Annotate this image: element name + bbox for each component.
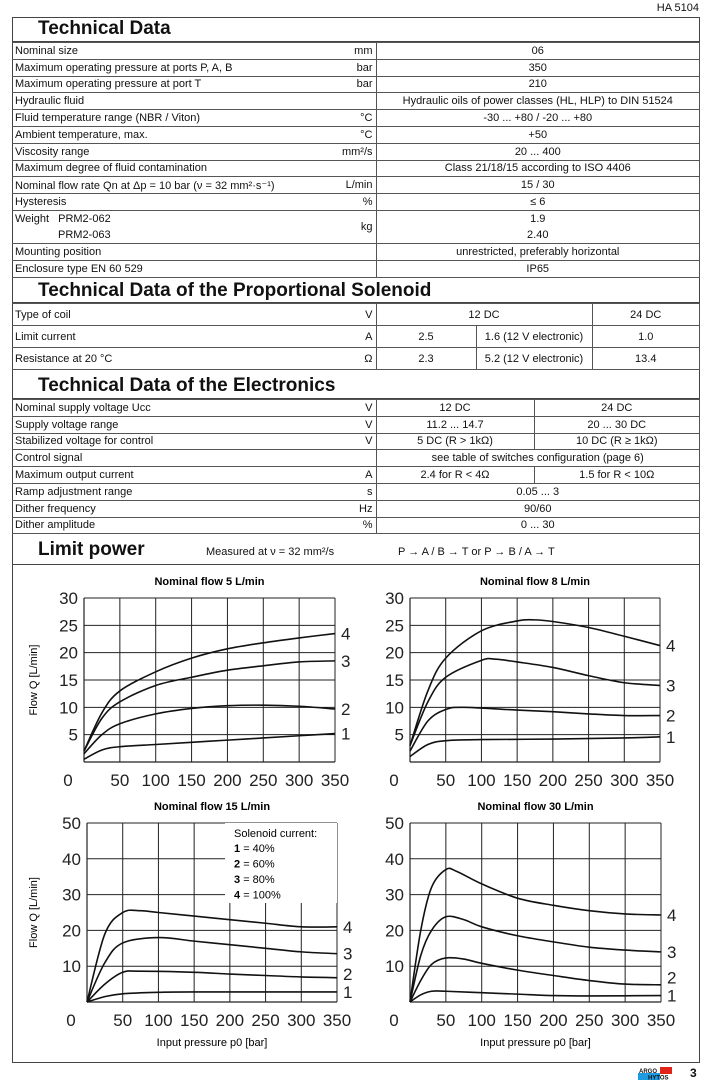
current-a: 2.5 bbox=[376, 326, 476, 348]
electronics-table bbox=[12, 399, 700, 534]
series-line-4 bbox=[84, 634, 335, 752]
x-tick-label: 250 bbox=[575, 1011, 604, 1030]
row-value-12dc: 12 DC bbox=[376, 400, 534, 417]
table-row bbox=[12, 348, 700, 370]
series-line-1 bbox=[84, 734, 335, 760]
row-unit bbox=[324, 450, 376, 467]
x-tick-label: 300 bbox=[610, 771, 639, 790]
row-unit: mm bbox=[324, 43, 376, 60]
row-value-12dc: 5 DC (R > 1kΩ) bbox=[376, 433, 534, 450]
x-tick-label: 50 bbox=[436, 771, 456, 790]
x-axis-label: Input pressure p0 [bar] bbox=[156, 1037, 268, 1049]
row-value: unrestricted, preferably horizontal bbox=[376, 243, 700, 260]
y-tick-label: 25 bbox=[385, 616, 404, 636]
row-value: ≤ 6 bbox=[376, 194, 700, 211]
series-label: 4 bbox=[667, 906, 677, 926]
y-tick-label: 30 bbox=[62, 885, 81, 905]
row-unit: V bbox=[324, 400, 376, 417]
x-tick-label: 200 bbox=[213, 771, 242, 790]
resistance-unit: Ω bbox=[324, 348, 376, 370]
table-row bbox=[12, 59, 700, 76]
table-row bbox=[12, 450, 700, 467]
resistance-label: Resistance at 20 °C bbox=[12, 348, 324, 370]
page-number: 3 bbox=[690, 1066, 697, 1080]
chart-1 bbox=[28, 576, 350, 790]
table-row bbox=[12, 500, 700, 517]
series-line-4 bbox=[87, 910, 337, 1002]
row-unit bbox=[324, 260, 376, 277]
table-row bbox=[12, 433, 700, 450]
row-unit: mm²/s bbox=[324, 143, 376, 160]
series-label: 1 bbox=[666, 727, 676, 747]
table-row bbox=[12, 483, 700, 500]
chart-title: Nominal flow 5 L/min bbox=[154, 576, 265, 588]
coil-12dc: 12 DC bbox=[376, 304, 592, 326]
row-label: Maximum operating pressure at ports P, A, B bbox=[12, 59, 324, 76]
weight-model-1 bbox=[15, 211, 321, 227]
row-value: +50 bbox=[376, 126, 700, 143]
series-label: 4 bbox=[666, 636, 676, 656]
chart-4 bbox=[385, 801, 676, 1049]
table-row-weight bbox=[12, 210, 700, 243]
series-label: 1 bbox=[343, 982, 353, 1002]
x-tick-label: 50 bbox=[113, 1011, 133, 1030]
chart-2 bbox=[385, 576, 675, 790]
row-value: 20 ... 400 bbox=[376, 143, 700, 160]
series-label: 3 bbox=[667, 942, 677, 962]
y-axis-label: Flow Q [L/min] bbox=[28, 644, 40, 716]
row-value: 90/60 bbox=[376, 500, 700, 517]
legend-entry: 1 = 40% bbox=[234, 843, 275, 855]
weight-unit: kg bbox=[324, 210, 376, 243]
series-label: 3 bbox=[666, 676, 676, 696]
x-tick-label: 350 bbox=[646, 1011, 676, 1030]
technical-data-title: Technical Data bbox=[12, 17, 700, 42]
current-label: Limit current bbox=[12, 326, 324, 348]
row-unit: bar bbox=[324, 59, 376, 76]
row-unit: °C bbox=[324, 110, 376, 127]
series-label: 2 bbox=[343, 964, 353, 984]
x-tick-label: 350 bbox=[645, 771, 675, 790]
row-label: Maximum degree of fluid contamination bbox=[12, 160, 324, 177]
row-value: 0 ... 30 bbox=[376, 517, 700, 534]
series-label: 1 bbox=[341, 724, 351, 744]
chart-legend bbox=[225, 823, 337, 903]
weight-label-cell bbox=[12, 210, 324, 243]
resistance-a: 2.3 bbox=[376, 348, 476, 370]
row-label: Fluid temperature range (NBR / Viton) bbox=[12, 110, 324, 127]
table-row bbox=[12, 76, 700, 93]
row-label: Ramp adjustment range bbox=[12, 483, 324, 500]
resistance-c: 13.4 bbox=[592, 348, 700, 370]
legend-entry: 2 = 60% bbox=[234, 858, 275, 871]
limit-power-measured: Measured at ν = 32 mm²/s bbox=[206, 546, 335, 558]
row-value: 0.05 ... 3 bbox=[376, 483, 700, 500]
row-unit: bar bbox=[324, 76, 376, 93]
y-tick-label: 10 bbox=[385, 698, 404, 718]
row-value-24dc: 24 DC bbox=[534, 400, 700, 417]
svg-text:HYTOS: HYTOS bbox=[648, 1075, 669, 1080]
chart-title: Nominal flow 30 L/min bbox=[477, 801, 594, 813]
row-label: Hydraulic fluid bbox=[12, 93, 324, 110]
row-label: Maximum operating pressure at port T bbox=[12, 76, 324, 93]
legend-entry: 3 = 80% bbox=[234, 874, 275, 886]
y-axis-label: Flow Q [L/min] bbox=[28, 877, 40, 948]
row-value-12dc: 11.2 ... 14.7 bbox=[376, 416, 534, 433]
x-tick-label: 250 bbox=[249, 771, 278, 790]
x-tick-label: 350 bbox=[320, 771, 350, 790]
row-label: Control signal bbox=[12, 450, 324, 467]
table-row bbox=[12, 260, 700, 277]
svg-text:ARGO: ARGO bbox=[639, 1069, 657, 1075]
row-unit: Hz bbox=[324, 500, 376, 517]
weight-values bbox=[376, 210, 700, 243]
y-tick-label: 15 bbox=[385, 671, 404, 690]
limit-power-charts bbox=[0, 565, 707, 1063]
x-tick-label: 300 bbox=[287, 1011, 316, 1030]
table-row bbox=[12, 43, 700, 60]
series-line-2 bbox=[410, 707, 660, 751]
x-tick-label: 300 bbox=[284, 771, 314, 790]
series-line-3 bbox=[410, 916, 661, 1002]
row-value-12dc: 2.4 for R < 4Ω bbox=[376, 467, 534, 484]
table-row bbox=[12, 194, 700, 211]
row-label: Enclosure type EN 60 529 bbox=[12, 260, 324, 277]
solenoid-table bbox=[12, 303, 700, 370]
row-label: Stabilized voltage for control bbox=[12, 433, 324, 450]
series-line-3 bbox=[410, 659, 660, 746]
row-label: Maximum output current bbox=[12, 467, 324, 484]
y-tick-label: 5 bbox=[394, 725, 404, 745]
x-tick-label: 150 bbox=[177, 771, 206, 790]
x-tick-label: 50 bbox=[436, 1011, 456, 1030]
row-value-24dc: 20 ... 30 DC bbox=[534, 416, 700, 433]
weight-label: Weight bbox=[15, 212, 50, 225]
row-value: Hydraulic oils of power classes (HL, HLP) to DIN 51524 bbox=[376, 93, 700, 110]
series-line-2 bbox=[87, 971, 337, 1002]
row-unit: V bbox=[324, 433, 376, 450]
legend-entry: 4 = 100% bbox=[234, 889, 281, 902]
y-tick-label: 10 bbox=[385, 957, 404, 977]
row-value: IP65 bbox=[376, 260, 700, 277]
row-unit bbox=[324, 93, 376, 110]
row-label: Dither frequency bbox=[12, 500, 324, 517]
x-tick-label: 100 bbox=[467, 1011, 496, 1030]
electronics-title: Technical Data of the Electronics bbox=[12, 369, 700, 399]
table-row bbox=[12, 143, 700, 160]
series-label: 3 bbox=[341, 651, 351, 671]
x-tick-label: 0 bbox=[389, 1011, 399, 1030]
row-unit: % bbox=[324, 194, 376, 211]
series-label: 2 bbox=[667, 968, 677, 988]
y-tick-label: 30 bbox=[59, 589, 78, 608]
x-tick-label: 100 bbox=[141, 771, 170, 790]
series-label: 4 bbox=[343, 917, 353, 937]
y-tick-label: 15 bbox=[59, 671, 78, 690]
argo-hytos-logo bbox=[638, 1067, 678, 1080]
weight-model-062: PRM2-062 bbox=[58, 212, 111, 225]
y-tick-label: 20 bbox=[59, 643, 78, 663]
x-tick-label: 100 bbox=[144, 1011, 173, 1030]
table-row bbox=[12, 160, 700, 177]
row-value: -30 ... +80 / -20 ... +80 bbox=[376, 110, 700, 127]
series-label: 2 bbox=[341, 699, 351, 719]
table-row bbox=[12, 304, 700, 326]
x-tick-label: 150 bbox=[503, 1011, 532, 1030]
row-value: Class 21/18/15 according to ISO 4406 bbox=[376, 160, 700, 177]
row-unit: °C bbox=[324, 126, 376, 143]
x-tick-label: 150 bbox=[179, 1011, 209, 1030]
row-unit: s bbox=[324, 483, 376, 500]
current-c: 1.0 bbox=[592, 326, 700, 348]
row-label: Ambient temperature, max. bbox=[12, 126, 324, 143]
row-label: Nominal size bbox=[12, 43, 324, 60]
limit-power-title: Limit power bbox=[38, 539, 145, 560]
row-unit bbox=[324, 160, 376, 177]
row-label: Nominal supply voltage Ucc bbox=[12, 400, 324, 417]
current-unit: A bbox=[324, 326, 376, 348]
x-tick-label: 200 bbox=[215, 1011, 245, 1030]
coil-24dc: 24 DC bbox=[592, 304, 700, 326]
legend-title: Solenoid current: bbox=[234, 828, 318, 840]
row-unit bbox=[324, 243, 376, 260]
row-label: Viscosity range bbox=[12, 143, 324, 160]
row-value: 15 / 30 bbox=[376, 177, 700, 194]
table-row bbox=[12, 400, 700, 417]
chart-3 bbox=[28, 801, 352, 1049]
x-tick-label: 300 bbox=[610, 1011, 640, 1030]
resistance-b: 5.2 (12 V electronic) bbox=[476, 348, 592, 370]
series-label: 3 bbox=[343, 944, 353, 964]
table-row bbox=[12, 326, 700, 348]
row-unit: % bbox=[324, 517, 376, 534]
coil-label: Type of coil bbox=[12, 304, 324, 326]
table-row bbox=[12, 93, 700, 110]
row-unit: V bbox=[324, 416, 376, 433]
y-tick-label: 5 bbox=[68, 725, 78, 745]
y-tick-label: 20 bbox=[385, 921, 404, 941]
x-tick-label: 150 bbox=[502, 771, 532, 790]
x-tick-label: 100 bbox=[467, 771, 496, 790]
table-row bbox=[12, 467, 700, 484]
technical-data-table bbox=[12, 42, 700, 278]
current-b: 1.6 (12 V electronic) bbox=[476, 326, 592, 348]
table-row bbox=[12, 177, 700, 194]
x-axis-label: Input pressure p0 [bar] bbox=[480, 1037, 591, 1049]
y-tick-label: 25 bbox=[59, 616, 78, 636]
row-label: Nominal flow rate Qn at Δp = 10 bar (ν = 32 mm²·s⁻¹) bbox=[12, 177, 324, 194]
chart-title: Nominal flow 8 L/min bbox=[479, 576, 591, 588]
y-tick-label: 30 bbox=[385, 885, 404, 905]
table-row bbox=[12, 110, 700, 127]
chart-title: Nominal flow 15 L/min bbox=[153, 801, 271, 813]
series-line-1 bbox=[87, 992, 337, 1002]
y-tick-label: 20 bbox=[62, 921, 81, 941]
series-line-4 bbox=[410, 868, 661, 1002]
y-tick-label: 10 bbox=[59, 698, 78, 718]
row-value: 350 bbox=[376, 59, 700, 76]
y-tick-label: 20 bbox=[385, 643, 404, 663]
table-row bbox=[12, 243, 700, 260]
x-tick-label: 0 bbox=[389, 771, 399, 790]
series-line-1 bbox=[410, 991, 661, 1002]
row-unit: A bbox=[324, 467, 376, 484]
weight-value-062: 1.9 bbox=[530, 212, 546, 225]
y-tick-label: 30 bbox=[385, 589, 404, 608]
y-tick-label: 40 bbox=[385, 849, 404, 869]
series-label: 2 bbox=[666, 706, 676, 726]
row-value-24dc: 10 DC (R ≥ 1kΩ) bbox=[534, 433, 700, 450]
row-unit: L/min bbox=[324, 177, 376, 194]
x-tick-label: 50 bbox=[110, 771, 130, 790]
x-tick-label: 250 bbox=[251, 1011, 280, 1030]
series-label: 1 bbox=[667, 986, 677, 1006]
limit-power-flow-path: P → A / B → T or P → B / A → T bbox=[398, 546, 555, 558]
table-row bbox=[12, 416, 700, 433]
x-tick-label: 350 bbox=[322, 1011, 352, 1030]
table-row bbox=[12, 517, 700, 534]
x-tick-label: 200 bbox=[539, 1011, 568, 1030]
row-label: Hysteresis bbox=[12, 194, 324, 211]
coil-unit: V bbox=[324, 304, 376, 326]
y-tick-label: 50 bbox=[62, 814, 81, 833]
row-value: see table of switches configuration (page 6) bbox=[376, 450, 700, 467]
row-value: 210 bbox=[376, 76, 700, 93]
x-tick-label: 200 bbox=[538, 771, 568, 790]
y-tick-label: 10 bbox=[62, 957, 81, 977]
row-value: 06 bbox=[376, 43, 700, 60]
y-tick-label: 50 bbox=[385, 814, 404, 833]
x-tick-label: 0 bbox=[66, 1011, 76, 1030]
row-label: Mounting position bbox=[12, 243, 324, 260]
table-row bbox=[12, 126, 700, 143]
row-label: Supply voltage range bbox=[12, 416, 324, 433]
series-label: 4 bbox=[341, 624, 351, 644]
limit-power-header bbox=[12, 533, 700, 565]
x-tick-label: 250 bbox=[574, 771, 603, 790]
weight-model-063: PRM2-063 bbox=[58, 228, 111, 241]
weight-value-063: 2.40 bbox=[527, 228, 549, 241]
row-value-24dc: 1.5 for R < 10Ω bbox=[534, 467, 700, 484]
y-tick-label: 40 bbox=[62, 849, 81, 869]
series-line-1 bbox=[410, 737, 660, 757]
solenoid-title: Technical Data of the Proportional Solenoid bbox=[12, 277, 700, 303]
row-label: Dither amplitude bbox=[12, 517, 324, 534]
document-id: HA 5104 bbox=[656, 2, 699, 14]
x-tick-label: 0 bbox=[63, 771, 73, 790]
